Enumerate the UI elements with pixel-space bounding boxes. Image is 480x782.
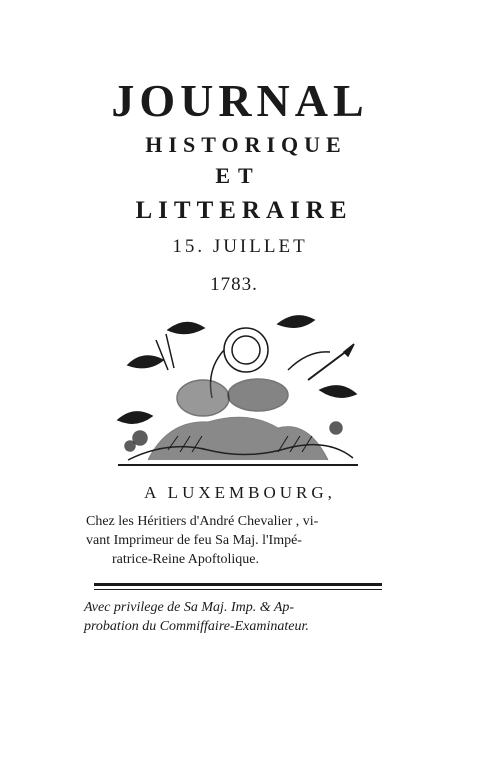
imprint-block bbox=[86, 512, 396, 569]
title-historique: HISTORIQUE bbox=[145, 132, 347, 157]
imprint-line-3: ratrice-Reine Apoftolique. bbox=[112, 552, 259, 567]
title-et: ET bbox=[215, 163, 261, 188]
imprint-line-2: vant Imprimeur de feu Sa Maj. l'Impé- bbox=[86, 533, 302, 548]
title-litteraire: LITTERAIRE bbox=[135, 197, 353, 224]
imprint-line-1: Chez les Héritiers d'André Chevalier , vi- bbox=[86, 514, 319, 529]
privilege-line-2: probation du Commiffaire-Examinateur. bbox=[84, 619, 309, 634]
privilege-line-1: Avec privilege de Sa Maj. Imp. & Ap- bbox=[84, 600, 295, 615]
issue-date: 15. JUILLET bbox=[172, 236, 308, 257]
ornament-vignette bbox=[108, 310, 368, 470]
journal-title: JOURNAL bbox=[111, 75, 369, 126]
double-rule-thick bbox=[94, 583, 382, 586]
privilege-notice bbox=[84, 598, 404, 636]
place-of-publication: A LUXEMBOURG, bbox=[144, 483, 336, 502]
double-rule-thin bbox=[94, 589, 382, 590]
issue-year: 1783. bbox=[210, 274, 258, 295]
